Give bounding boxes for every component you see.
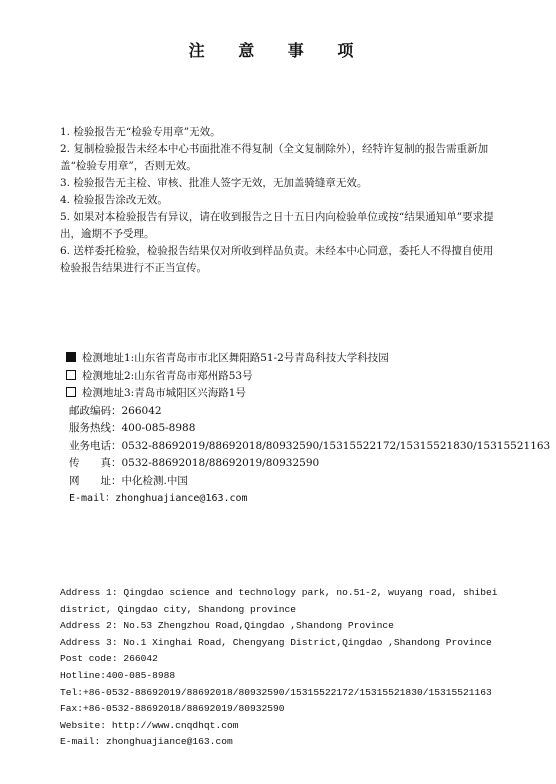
note-item: 5. 如果对本检验报告有异议，请在收到报告之日十五日内向检验单位或按“结果通知单”要求提出，逾期不予受理。 — [60, 211, 494, 240]
hotline-en: Hotline:400-085-8988 — [60, 669, 176, 681]
postcode: 邮政编码：266042 — [69, 404, 162, 417]
address-3: Address 3: No.1 Xinghai Road, Chengyang District,Qingdao ,Shandong Province — [60, 636, 492, 648]
note-item: 6. 送样委托检验，检验报告结果仅对所收到样品负责。未经本中心同意，委托人不得擅自使用检验报告结果进行不正当宣传。 — [60, 245, 494, 274]
fax-en: Fax:+86-0532-88692018/88692019/80932590 — [60, 703, 285, 715]
address-1-line-2: district, Qingdao city, Shandong province — [60, 603, 297, 615]
website-en: Website: http://www.cnqdhqt.com — [60, 719, 239, 731]
fax: 传 真：0532-88692018/88692019/80932590 — [69, 457, 320, 469]
hotline: 服务热线：400-085-8988 — [69, 422, 196, 434]
note-item: 1. 检验报告无“检验专用章”无效。 — [60, 126, 221, 138]
unchecked-checkbox-icon — [66, 387, 76, 397]
address-2: Address 2: No.53 Zhengzhou Road,Qingdao ,Shandong Province — [60, 620, 394, 632]
address-text: 检测地址3:青岛市城阳区兴海路1号 — [82, 387, 246, 399]
contact-chinese — [66, 350, 551, 508]
checked-checkbox-icon — [66, 352, 76, 362]
contact-english — [60, 585, 520, 751]
address-text: 检测地址2:山东省青岛市郑州路53号 — [82, 369, 253, 382]
email-en: E-mail: zhonghuajiance@163.com — [60, 736, 233, 748]
post-code: Post code: 266042 — [60, 653, 158, 665]
business-phone: 业务电话：0532-88692019/88692018/80932590/15315522172/15315521830/15315521163 — [69, 439, 551, 452]
address-1-line-1: Address 1: Qingdao science and technology park, no.51-2, wuyang road, shibei — [60, 587, 498, 598]
note-item: 4. 检验报告涂改无效。 — [60, 194, 168, 206]
email: E-mail：zhonghuajiance@163.com — [69, 493, 248, 504]
note-item: 3. 检验报告无主检、审核、批准人签字无效，无加盖骑缝章无效。 — [60, 177, 368, 189]
address-text: 检测地址1:山东省青岛市市北区舞阳路51-2号青岛科技大学科技园 — [82, 352, 389, 364]
website: 网 址：中化检测.中国 — [69, 474, 188, 487]
unchecked-checkbox-icon — [66, 370, 76, 380]
page-title: 注 意 事 项 — [188, 41, 368, 60]
address-option-2 — [66, 368, 536, 386]
note-item: 2. 复制检验报告未经本中心书面批准不得复制（全文复制除外），经特许复制的报告需重新加盖“检验专用章”，否则无效。 — [60, 143, 489, 172]
address-option-3 — [66, 385, 536, 403]
notes-list — [60, 124, 496, 277]
address-option-1 — [66, 350, 536, 368]
tel-en: Tel:+86-0532-88692019/88692018/80932590/15315522172/15315521830/15315521163 — [60, 686, 492, 698]
